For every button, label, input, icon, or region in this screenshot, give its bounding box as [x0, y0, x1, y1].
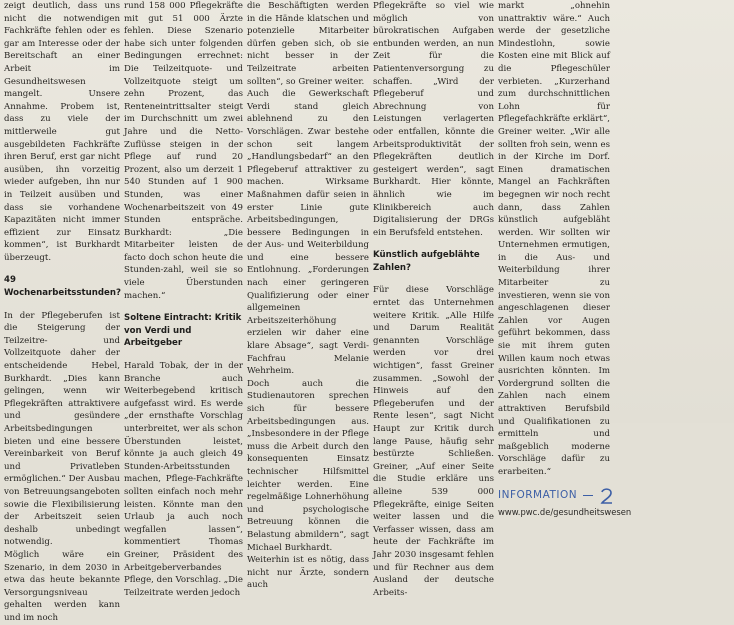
article-column-1	[4, 0, 121, 623]
subheading: Künstlich aufgeblähte Zahlen?	[373, 250, 480, 273]
info-rule	[583, 495, 593, 496]
body-paragraph: rund 158 000 Pflegekräfte mit gut 51 000 Ärzte fehlen. Diese Szenario habe sich unter folgenden Bedingungen errechnet: Die Teilzeitquote- und Vollzeitquote steigt um zehn Prozent, das Renteneintrittsalter steigt im Durchschnitt um zwei Jahre und die Netto-Zuflüsse steigen in der Pflege auf rund 20 Prozent, also um derzeit 1 540 Stunden auf 1 900 Stunden, was einer Wochenarbeitszeit von 49 Stunden entspräche. Burkhardt: „Die Mitarbeiter leisten de facto doch schon heute die Stunden-zahl, weil sie so viele Überstunden machen.“	[124, 1, 243, 301]
body-paragraph: Weiterhin ist es nötig, dass nicht nur Ärzte, sondern auch	[247, 555, 369, 591]
body-paragraph: zeigt deutlich, dass uns nicht die notwendigen Fachkräfte fehlen oder es gar am Interesse oder der Bereitschaft an einer Arbeit im Gesundheitswesen mangelt. Unsere Annahme. Probem ist, dass zu viele der mittlerweile gut ausgebildeten Fachkräfte ihren Beruf, erst gar nicht ausüben, ihn vorzeitig wieder aufgeben, ihn nur in Teilzeit ausüben und dass sie vorhandene Kapazitäten nicht immer effizient zur Einsatz kommen“, ist Burkhardt überzeugt.	[4, 1, 120, 263]
info-heading	[498, 487, 610, 505]
body-paragraph: Harald Tobak, der in der Branche auch Weiterbegebend kritisch aufgefasst wird. Es werde „der ernsthafte Vorschlag unterbreitet, wer als schon Überstunden leistet, könnte ja auch gleich 49 Stunden-Arbeitsstunden machen, Pflege-Fachkräfte sollten einfach noch mehr leisten. Könnte man den Urlaub ja auch noch wegfallen lassen“, kommentiert Thomas Greiner, Präsident des Arbeitgeberverbandes Pflege, den Vorschlag. „Die Teilzeitrate werden jedoch	[124, 361, 243, 598]
body-paragraph: die Beschäftigten werden in die Hände klatschen und potenzielle Mitarbeiter dürfen geben sich, ob sie nicht besser in der Teilzeitrate arbeiten sollten“, so Greiner weiter.	[247, 1, 369, 87]
body-paragraph: Möglich wäre ein Szenario, in dem 2030 in etwa das heute bekannte Versorgungsniveau gehalten werden kann und im noch	[4, 549, 120, 623]
article-column-2	[124, 0, 243, 598]
info-number-icon	[599, 487, 615, 505]
article-column-4	[373, 0, 494, 598]
body-paragraph: Doch auch die Studienautoren sprechen sich für bessere Arbeitsbedingungen aus. „Insbesondere in der Pflege muss die Arbeit durch den konsequenten Einsatz technischer Hilfsmittel leichter werden. Eine regelmäßige Lohnerhöhung und psychologische Betreuung können die Belastung abmildern“, sagt Michael Burkhardt.	[247, 378, 369, 553]
info-box	[498, 487, 632, 518]
body-paragraph: markt „ohnehin unattraktiv wäre.“ Auch werde der gesetzliche Mindestlohn, sowie Kosten eine mit Blick auf die Pflegeschüler verbieten. „Kurzerhand zum durchschnittlichen Lohn für Pflegefachkräfte erklärt“, Greiner weiter. „Wir alle sollten froh sein, wenn es in der Kirche im Dorf. Einen dramatischen Mangel an Fachkräften begegnen wir noch recht dann, dass Zahlen künstlich aufgebläht werden. Wir sollten wir Unternehmen ermutigen, in die Aus- und Weiterbildung ihrer Mitarbeiter zu investieren, wenn sie von angeschlagenen dieser Zahlen vor Augen geführt bekommen, dass sie mit ihrem guten Willen kaum noch etwas ausrichten könnten. Im Vordergrund sollten die Zahlen nach einem attraktiven Berufsbild und Qualifikationen zu ermitteln und maßgeblich moderne Vorschläge dafür zu erarbeiten.“	[498, 1, 610, 477]
subheading: Soltene Eintracht: Kritik von Verdi und Arbeitgeber	[124, 313, 242, 349]
article-column-5	[498, 0, 632, 517]
subheading: 49 Wochenarbeitsstunden?	[4, 275, 121, 299]
info-url-link[interactable]: www.pwc.de/gesundheitswesen	[498, 506, 632, 517]
info-title: INFORMATION	[498, 489, 578, 502]
body-paragraph: Für diese Vorschläge erntet das Unternehmen weitere Kritik. „Alle Hilfe und Darum Realität genannten Vorschläge werden vor drei wichtigen“, fasst Greiner zusammen. „Sowohl der Hinweis auf den Pflegeberufen und der Rente lesen“, sagt Nicht Haupt zur Kritik durch lange Pause, häufig sehr bestürzte Schließen. Greiner, „Auf einer Seite die Studie erkläre uns alleine 539 000 Pflegekräfte, einige Seiten weiter lassen und die Verfasser wissen, dass am heute der Fachkräfte im Jahr 2030 insgesamt fehlen und für Rechner aus dem Ausland der deutsche Arbeits-	[373, 285, 494, 598]
article-column-3	[247, 0, 369, 591]
body-paragraph: In der Pflegeberufen ist die Steigerung der Teilzeitre- und Vollzeitquote daher der entscheidende Hebel, Burkhardt. „Dies kann gelingen, wenn wir Pflegekräften attraktivere und gesündere Arbeitsbedingungen bieten und eine bessere Vereinbarkeit von Beruf und Privatleben ermöglichen.“ Der Ausbau von Betreuungsangeboten sowie die Flexibilisierung der Arbeitszeit seien deshalb unbedingt notwendig.	[4, 310, 120, 548]
body-paragraph: Auch die Gewerkschaft Verdi stand gleich ablehnend zu den Vorschlägen. Zwar bestehe schon seit langem „Handlungsbedarf“ an den Pflegeberuf attraktiver zu machen. Wirksame Maßnahmen dafür seien in erster Linie gute Arbeitsbedingungen, bessere Bedingungen in der Aus- und Weiterbildung und eine bessere Entlohnung. „Forderungen nach einer geringeren Qualifizierung oder einer allgemeinen Arbeitszeiterhöhung erzielen wir daher eine klare Absage“, sagt Verdi-Fachfrau Melanie Wehrheim.	[247, 89, 369, 377]
body-paragraph: Pflegekräfte so viel wie möglich von bürokratischen Aufgaben entbunden werden, an nun Zeit für die Patientenversorgung zu schaffen. „Wird der Pflegeberuf und Abrechnung von Leistungen verlagerten oder entfallen, könnte die Arbeitsproduktivität der Pflegekräften deutlich gesteigert werden“, sagt Burkhardt. Hier könnte, ähnlich wie im Klinikbereich auch Digitalisierung der DRGs ein Berufsfeld entstehen.	[373, 1, 494, 238]
